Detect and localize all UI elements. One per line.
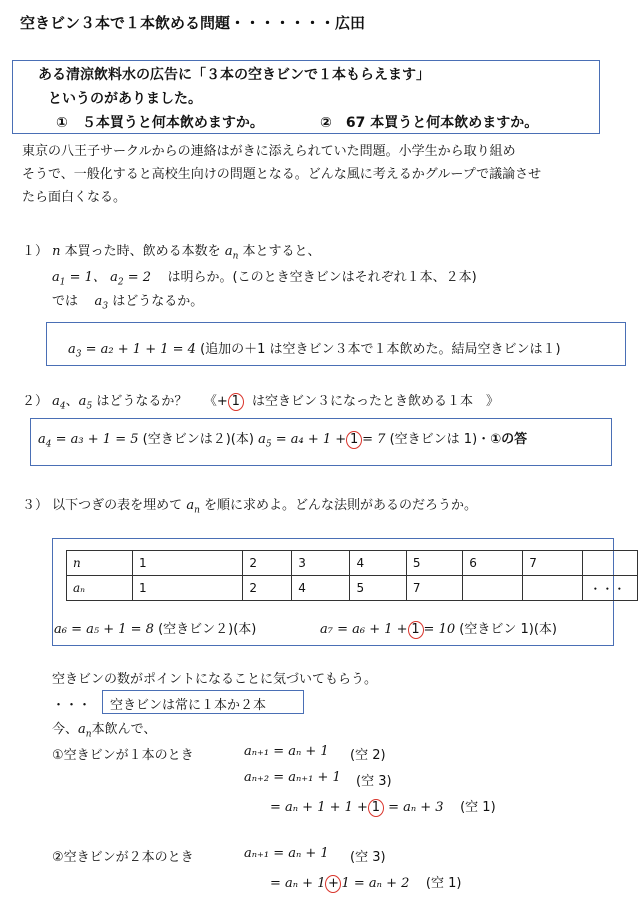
eq: = 2: [127, 270, 152, 285]
text: を順に求めよ。どんな法則があるのだろうか。: [204, 498, 478, 513]
equation-a6: [54, 618, 256, 637]
note: (空きビン２)(本): [158, 622, 257, 637]
circled-mark: 1: [368, 799, 384, 817]
table-cell: 4: [350, 551, 406, 576]
var-a2: $a_2$: [110, 270, 124, 288]
table-cell: 2: [243, 576, 292, 601]
text: はどうなるか。: [112, 294, 204, 309]
section-1-given: [52, 266, 477, 288]
notice-text: 空きビンの数がポイントになることに気づいてもらう。: [52, 672, 378, 687]
var-n: n: [52, 244, 61, 259]
circled-mark: 1: [408, 621, 424, 639]
case-1-eq-2: aₙ₊₂ = aₙ₊₁ + 1: [244, 770, 341, 785]
case-1-eq-1: aₙ₊₁ = aₙ + 1: [244, 744, 329, 759]
var-a5: $a_5$: [78, 394, 93, 412]
text: 以下つぎの表を埋めて: [52, 498, 183, 513]
case-1-label: ①空きビンが１本のとき: [52, 748, 194, 763]
text: では: [52, 294, 79, 309]
table-cell: [523, 576, 583, 601]
equation: = a₄ + 1 +: [275, 432, 347, 447]
sequence-table-wrap: [66, 550, 638, 601]
equation: a₆ = a₅ + 1 = 8: [54, 622, 154, 637]
table-cell: 6: [463, 551, 523, 576]
equation: = 7: [362, 432, 386, 447]
section-number: １）: [22, 244, 49, 259]
case-1-eq-3: [270, 796, 496, 817]
equation: = aₙ + 3: [388, 800, 444, 815]
table-cell: 1: [132, 576, 242, 601]
case-2-eq-1: aₙ₊₁ = aₙ + 1: [244, 846, 329, 861]
text: はどうなるか？: [96, 394, 188, 409]
case-2-eq-2: [270, 872, 461, 893]
hint: 《+: [203, 394, 228, 409]
table-cell: [583, 551, 638, 576]
row-header-an: aₙ: [67, 576, 133, 601]
answer-1: [68, 338, 561, 360]
var-a3: $a_3$: [94, 294, 109, 312]
now-line: [52, 718, 156, 740]
row-header-n: n: [67, 551, 133, 576]
table-row: [67, 576, 638, 601]
boxed-note-text: 空きビンは常に１本か２本: [110, 698, 267, 713]
section-1-then: [52, 290, 203, 312]
equation: = aₙ + 1: [270, 876, 326, 891]
case-2-label: ②空きビンが２本のとき: [52, 850, 194, 865]
var-a5: $a_5$: [258, 432, 272, 450]
section-3-question: [22, 494, 477, 516]
text: 本買った時、飲める本数を: [64, 244, 221, 259]
circled-mark: +: [325, 875, 341, 893]
eq: = 1、: [69, 270, 106, 285]
note: (追加の＋1 は空きビン３本で１本飲めた。結局空きビンは１): [200, 342, 561, 357]
circled-mark: 1: [346, 431, 362, 449]
table-cell: 7: [406, 576, 462, 601]
answer-mark: ①の答: [490, 432, 528, 447]
table-cell: 1: [132, 551, 242, 576]
table-cell: 7: [523, 551, 583, 576]
table-cell: [463, 576, 523, 601]
note: は明らか。(このとき空きビンはそれぞれ１本、２本): [167, 270, 477, 285]
sequence-table: [66, 550, 638, 601]
case-1-note-2: (空 3): [356, 774, 392, 789]
equation: = 10: [423, 622, 456, 637]
equation-a7: [320, 618, 557, 639]
section-number: ３）: [22, 498, 49, 513]
equation: = aₙ + 1 + 1 +: [270, 800, 368, 815]
note: (空きビン 1)(本): [459, 622, 557, 637]
var-an: $a_n$: [78, 722, 92, 740]
answer-2: [38, 428, 527, 450]
table-row: [67, 551, 638, 576]
var-a4: $a_4$: [52, 394, 66, 412]
circled-mark: 1: [228, 393, 244, 411]
text: 本飲んで、: [91, 722, 157, 737]
case-2-note-1: (空 3): [350, 850, 386, 865]
table-cell: ・・・: [583, 576, 638, 601]
note: (空きビンは 1)・: [389, 432, 491, 447]
equation: a₇ = a₆ + 1 +: [320, 622, 408, 637]
var-a4: $a_4$: [38, 432, 52, 450]
note: (空 1): [460, 800, 496, 815]
intro-line-2: そうで、一般化すると高校生向けの問題となる。どんな風に考えるかグループで議論させ: [22, 167, 542, 182]
note: (空きビンは２)(本): [142, 432, 254, 447]
var-a3: $a_3$: [68, 342, 82, 360]
text: 今、: [52, 722, 79, 737]
equation: = a₃ + 1 = 5: [55, 432, 139, 447]
case-1-note-1: (空 2): [350, 748, 386, 763]
intro-line-1: 東京の八王子サークルからの連絡はがきに添えられていた問題。小学生から取り組め: [22, 144, 516, 159]
ad-line-1: ある清涼飲料水の広告に「３本の空きビンで１本もらえます」: [38, 67, 430, 83]
ad-question-1: ① ５本買うと何本飲めますか。: [56, 115, 264, 131]
var-an: $a_n$: [186, 498, 200, 516]
var-an: $a_n$: [224, 244, 239, 262]
equation: 1 = aₙ + 2: [341, 876, 410, 891]
var-a1: $a_1$: [52, 270, 66, 288]
table-cell: 5: [406, 551, 462, 576]
note: (空 1): [425, 876, 462, 891]
intro-line-3: たら面白くなる。: [22, 190, 127, 205]
section-2-question: ２） $a_4$、$a_5$ はどうなるか？ 《+ 1 は空きビン３になったとき飲める１本 》: [22, 394, 500, 412]
ad-line-2: というのがありました。: [48, 91, 202, 107]
table-cell: 3: [292, 551, 350, 576]
text: 本とすると、: [242, 244, 321, 259]
section-number: ２）: [22, 394, 49, 409]
page-title: 空きビン３本で１本飲める問題・・・・・・・広田: [20, 14, 366, 32]
equation: = a₂ + 1 + 1 = 4: [85, 342, 196, 357]
table-cell: 5: [350, 576, 406, 601]
table-cell: 4: [292, 576, 350, 601]
ad-question-2: ② 67 本買うと何本飲めますか。: [320, 115, 539, 131]
dots: ・・・: [52, 698, 92, 713]
table-cell: 2: [243, 551, 292, 576]
section-1-question: [22, 240, 321, 262]
hint: は空きビン３になったとき飲める１本 》: [252, 394, 500, 409]
